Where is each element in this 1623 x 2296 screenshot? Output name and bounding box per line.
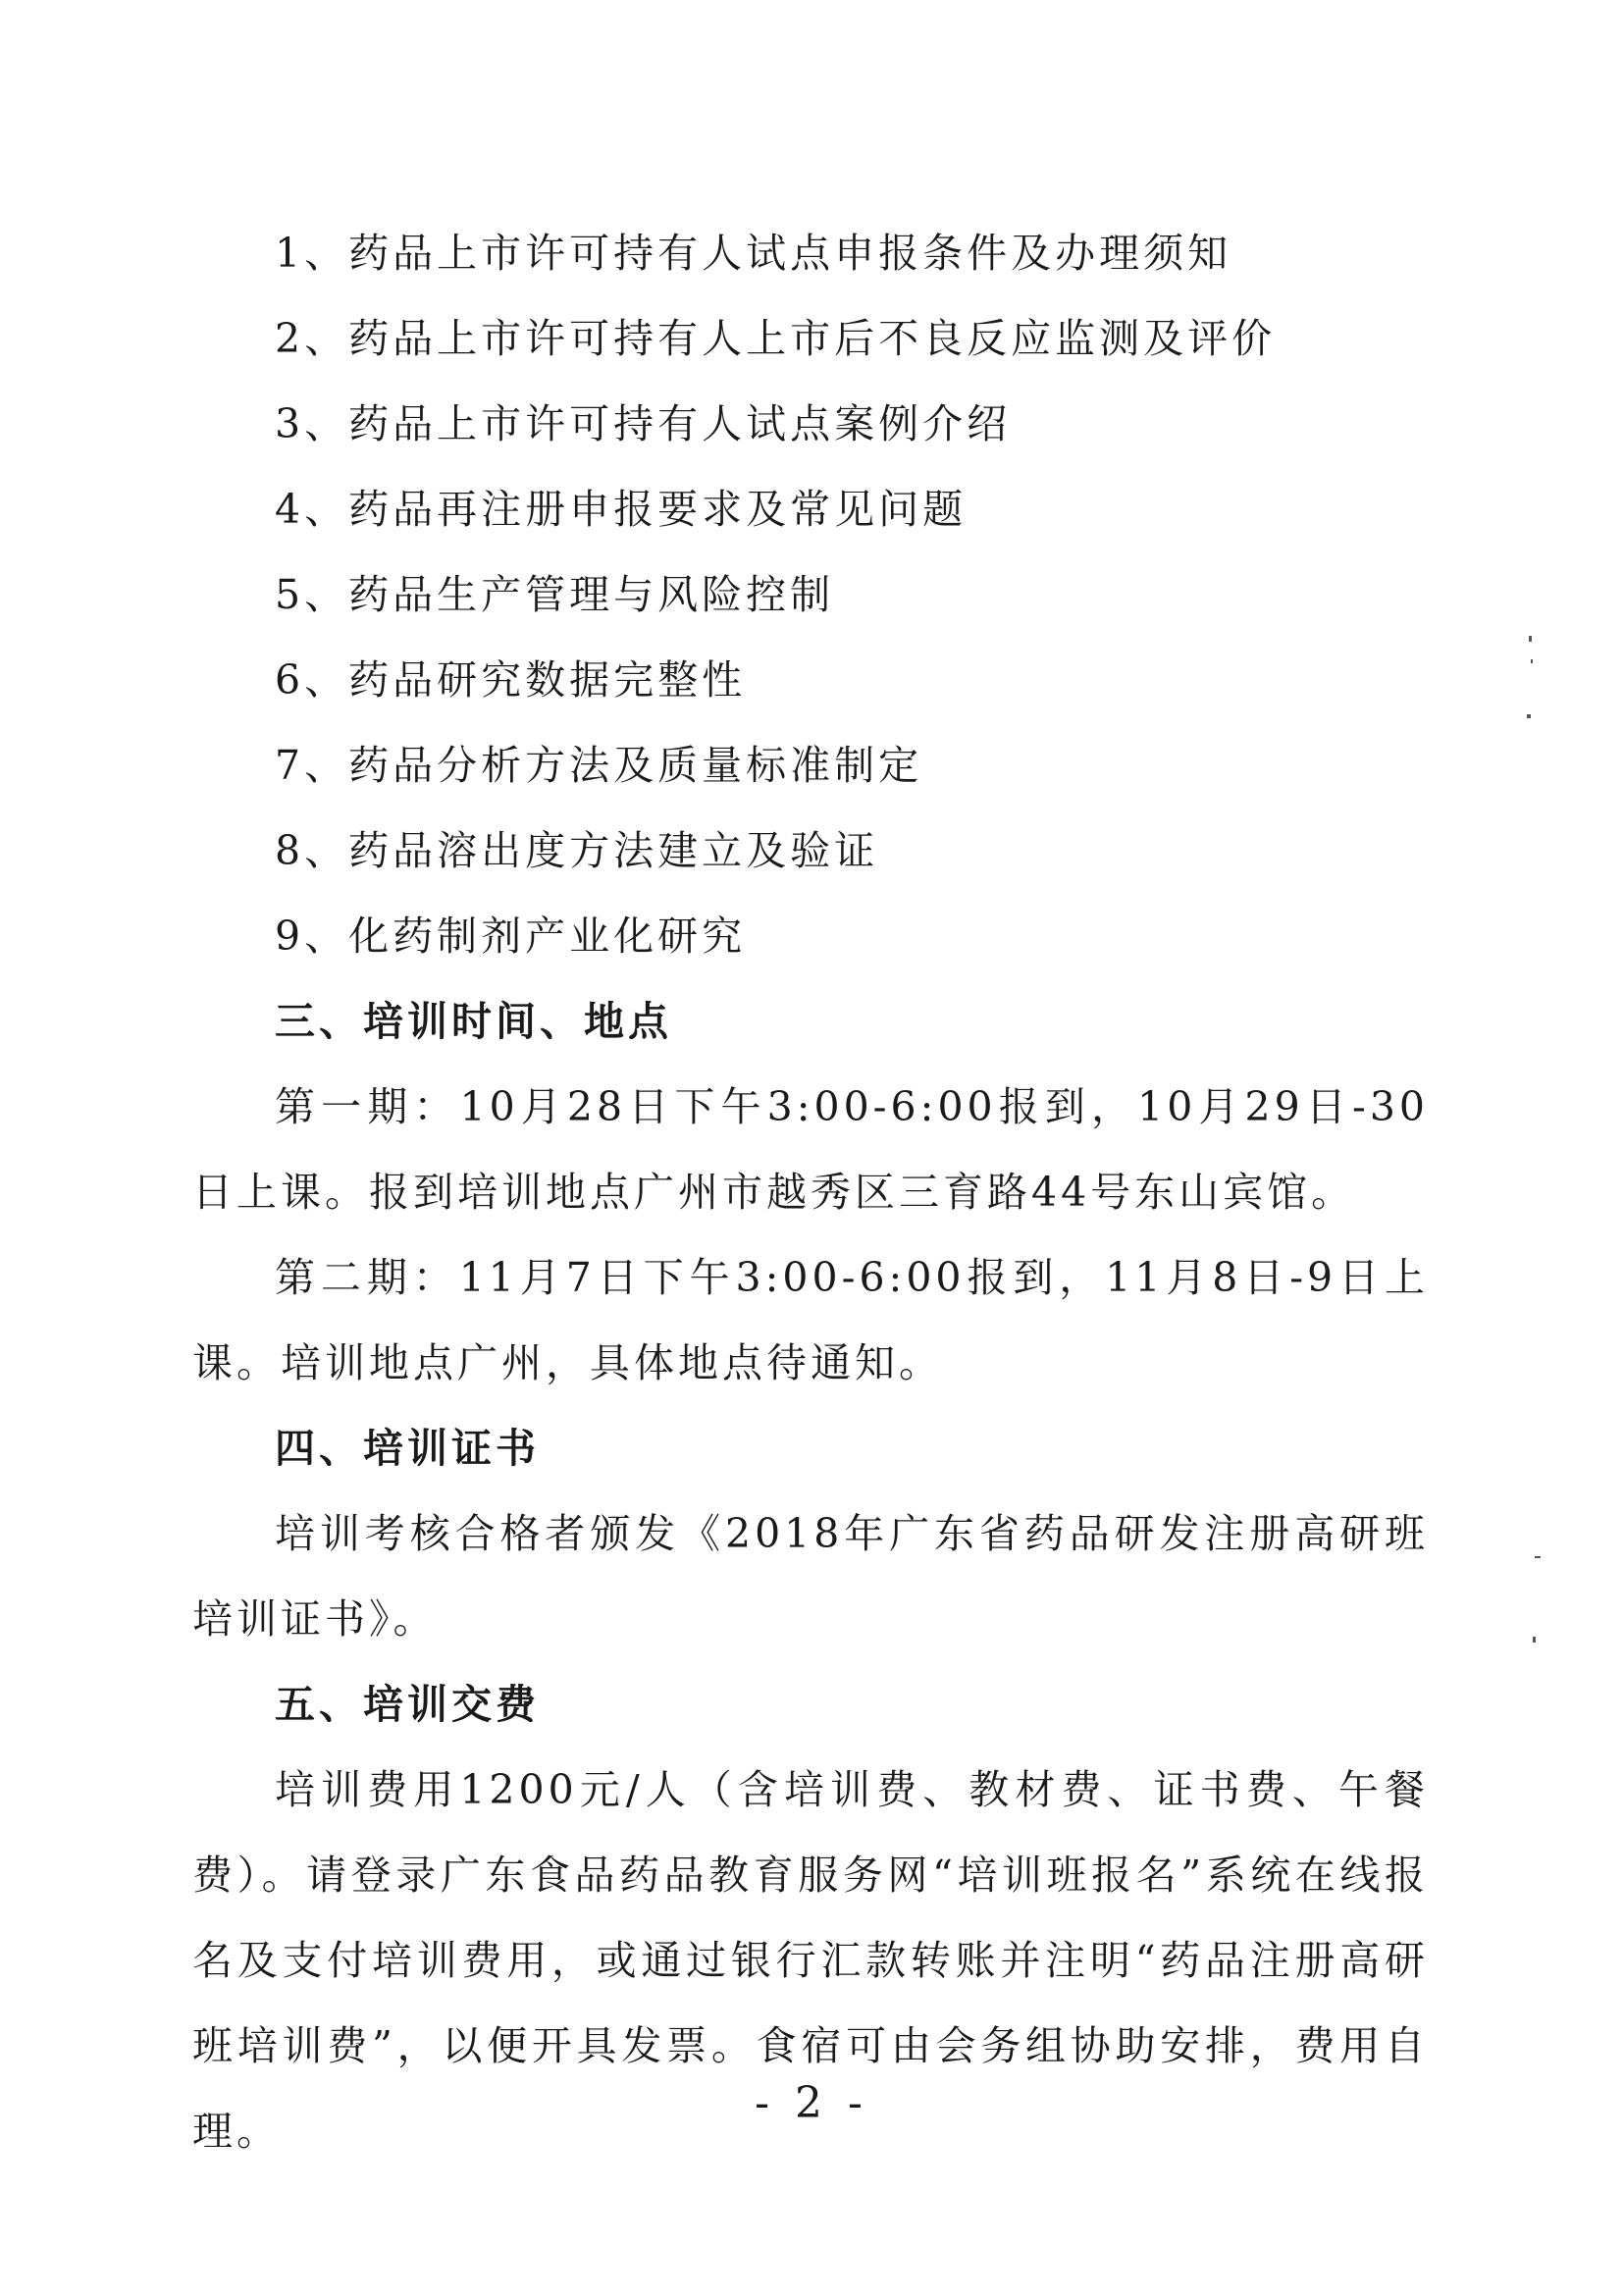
scan-speck — [1533, 1637, 1536, 1643]
section-heading-time-place: 三、培训时间、地点 — [275, 998, 672, 1045]
document-body — [192, 211, 1429, 2174]
course-item-3: 3、药品上市许可持有人试点案例介绍 — [275, 400, 1012, 447]
scan-speck — [1535, 1556, 1541, 1558]
scan-speck — [1527, 714, 1531, 718]
session-2-paragraph: 第二期：11月7日下午3:00-6:00报到，11月8日-9日上课。培训地点广州，具体地点待通知。 — [192, 1254, 1429, 1386]
scan-speck — [1531, 659, 1533, 663]
page-number: - 2 - — [755, 2078, 868, 2128]
course-item-9: 9、化药制剂产业化研究 — [275, 913, 747, 960]
course-item-7: 7、药品分析方法及质量标准制定 — [275, 742, 923, 789]
section-heading-fee: 五、培训交费 — [275, 1681, 540, 1728]
course-item-2: 2、药品上市许可持有人上市后不良反应监测及评价 — [275, 315, 1277, 362]
course-item-8: 8、药品溶出度方法建立及验证 — [275, 827, 879, 874]
course-item-4: 4、药品再注册申报要求及常见问题 — [275, 486, 968, 533]
fee-paragraph: 培训费用1200元/人（含培训费、教材费、证书费、午餐费）。请登录广东食品药品教育服务网“培训班报名”系统在线报名及支付培训费用，或通过银行汇款转账并注明“药品注册高研班培训费”，以便开具发票。食宿可由会务组协助安排，费用自理。 — [192, 1766, 1429, 2155]
section-heading-certificate: 四、培训证书 — [275, 1425, 540, 1472]
course-item-6: 6、药品研究数据完整性 — [275, 656, 747, 704]
session-1-paragraph: 第一期：10月28日下午3:00-6:00报到，10月29日-30日上课。报到培训地点广州市越秀区三育路44号东山宾馆。 — [192, 1083, 1429, 1216]
course-item-5: 5、药品生产管理与风险控制 — [275, 571, 835, 618]
certificate-paragraph: 培训考核合格者颁发《2018年广东省药品研发注册高研班培训证书》。 — [192, 1510, 1429, 1643]
scan-speck — [1529, 636, 1532, 642]
course-item-1: 1、药品上市许可持有人试点申报条件及办理须知 — [275, 230, 1232, 277]
